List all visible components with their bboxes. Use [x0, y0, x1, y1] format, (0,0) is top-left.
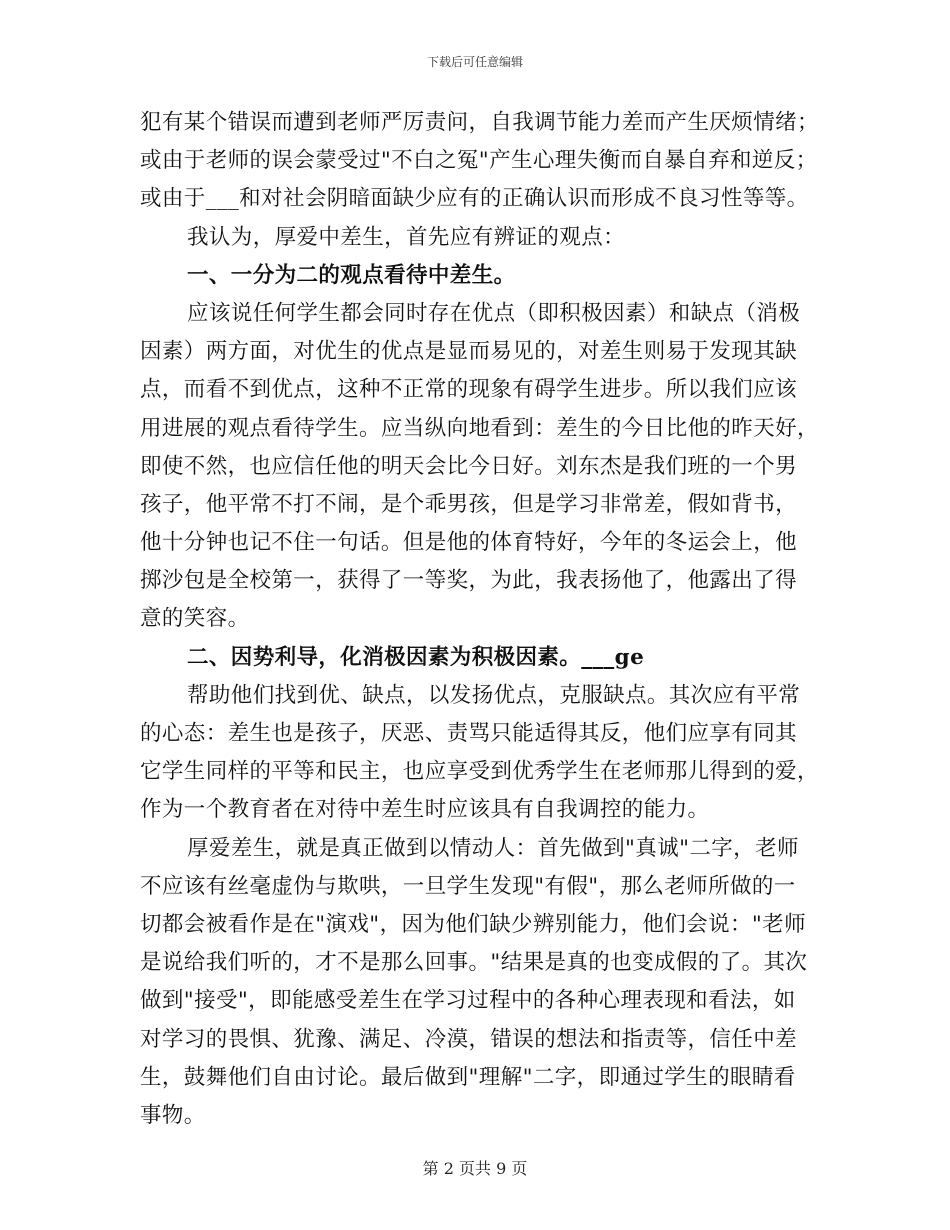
- text-line: 意的笑容。: [140, 606, 250, 632]
- text-line: 或由于老师的误会蒙受过"不白之冤"产生心理失衡而自暴自弃和逆反；: [140, 148, 818, 174]
- document-body: [140, 104, 819, 1135]
- text-line: 厚爱差生，就是真正做到以情动人：首先做到"真诚"二字，老师: [187, 835, 799, 861]
- page-footer: 第 2 页共 9 页: [422, 1159, 528, 1178]
- text-line: 事物。: [140, 1102, 206, 1128]
- section-heading: 一、一分为二的观点看待中差生。: [187, 262, 516, 288]
- text-line: 我认为，厚爱中差生，首先应有辨证的观点：: [187, 224, 626, 250]
- text-line: 不应该有丝毫虚伪与欺哄，一旦学生发现"有假"，那么老师所做的一: [140, 873, 796, 899]
- text-line: 应该说任何学生都会同时存在优点（即积极因素）和缺点（消极: [187, 300, 801, 326]
- text-line: 他十分钟也记不住一句话。但是他的体育特好，今年的冬运会上，他: [140, 530, 798, 556]
- text-line: 点，而看不到优点，这种不正常的现象有碍学生进步。所以我们应该: [140, 377, 798, 403]
- text-line: 因素）两方面，对优生的优点是显而易见的，对差生则易于发现其缺: [140, 339, 798, 365]
- text-line: 它学生同样的平等和民主，也应享受到优秀学生在老师那儿得到的爱，: [140, 759, 819, 785]
- text-line: 即使不然，也应信任他的明天会比今日好。刘东杰是我们班的一个男: [140, 453, 798, 479]
- text-line: 帮助他们找到优、缺点，以发扬优点，克服缺点。其次应有平常: [187, 682, 801, 708]
- text-line: 对学习的畏惧、犹豫、满足、冷漠，错误的想法和指责等，信任中差: [140, 1026, 798, 1052]
- text-line: 的心态：差生也是孩子，厌恶、责骂只能适得其反，他们应享有同其: [140, 721, 798, 746]
- text-line: 犯有某个错误而遭到老师严厉责问，自我调节能力差而产生厌烦情绪；: [140, 110, 819, 135]
- text-line: 孩子，他平常不打不闹，是个乖男孩，但是学习非常差，假如背书，: [140, 491, 798, 517]
- text-line: 用进展的观点看待学生。应当纵向地看到：差生的今日比他的昨天好，: [140, 415, 819, 441]
- page-header: 下载后可任意编辑: [426, 55, 523, 69]
- text-line: 切都会被看作是在"演戏"，因为他们缺少辨别能力，他们会说："老师: [140, 911, 806, 937]
- text-line: 或由于___和对社会阴暗面缺少应有的正确认识而形成不良习性等等。: [140, 186, 809, 212]
- text-line: 做到"接受"，即能感受差生在学习过程中的各种心理表现和看法，如: [140, 988, 796, 1014]
- section-heading: 二、因势利导，化消极因素为积极因素。___ge: [187, 644, 645, 670]
- text-line: 是说给我们听的，才不是那么回事。"结果是真的也变成假的了。其次: [140, 950, 808, 976]
- text-line: 掷沙包是全校第一，获得了一等奖，为此，我表扬他了，他露出了得: [140, 568, 798, 594]
- text-line: 生，鼓舞他们自由讨论。最后做到"理解"二字，即通过学生的眼睛看: [140, 1064, 796, 1090]
- text-line: 作为一个教育者在对待中差生时应该具有自我调控的能力。: [140, 797, 710, 823]
